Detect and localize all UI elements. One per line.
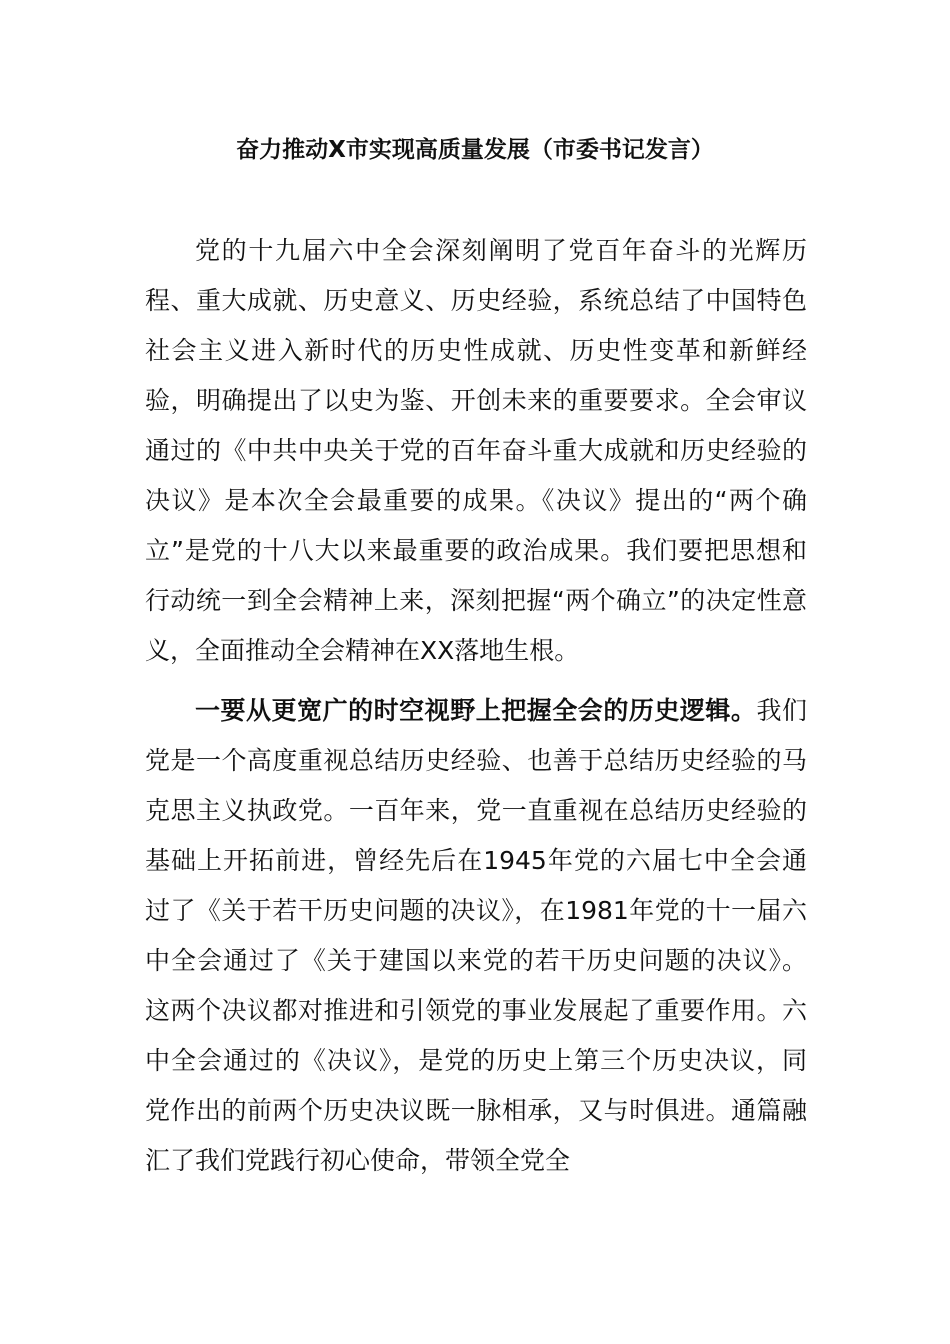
- paragraph-2-lead: 一要从更宽广的时空视野上把握全会的历史逻辑。: [195, 696, 757, 725]
- document-body: [145, 226, 807, 1196]
- paragraph-2: [145, 686, 807, 1186]
- paragraph-1: [145, 226, 807, 676]
- paragraph-1-text: 党的十九届六中全会深刻阐明了党百年奋斗的光辉历程、重大成就、历史意义、历史经验，系统总结了中国特色社会主义进入新时代的历史性成就、历史性变革和新鲜经验，明确提出了以史为鉴、开创未来的重要要求。全会审议通过的《中共中央关于党的百年奋斗重大成就和历史经验的决议》是本次全会最重要的成果。《决议》提出的“两个确立”是党的十八大以来最重要的政治成果。我们要把思想和行动统一到全会精神上来，深刻把握“两个确立”的决定性意义，全面推动全会精神在XX落地生根。: [145, 236, 807, 665]
- paragraph-2-text: 我们党是一个高度重视总结历史经验、也善于总结历史经验的马克思主义执政党。一百年来，党一直重视在总结历史经验的基础上开拓前进，曾经先后在1945年党的六届七中全会通过了《关于若干历史问题的决议》，在1981年党的十一届六中全会通过了《关于建国以来党的若干历史问题的决议》。这两个决议都对推进和引领党的事业发展起了重要作用。六中全会通过的《决议》，是党的历史上第三个历史决议，同党作出的前两个历史决议既一脉相承，又与时俱进。通篇融汇了我们党践行初心使命，带领全党全: [145, 696, 807, 1175]
- page-title: 奋力推动X市实现高质量发展（市委书记发言）: [236, 137, 714, 163]
